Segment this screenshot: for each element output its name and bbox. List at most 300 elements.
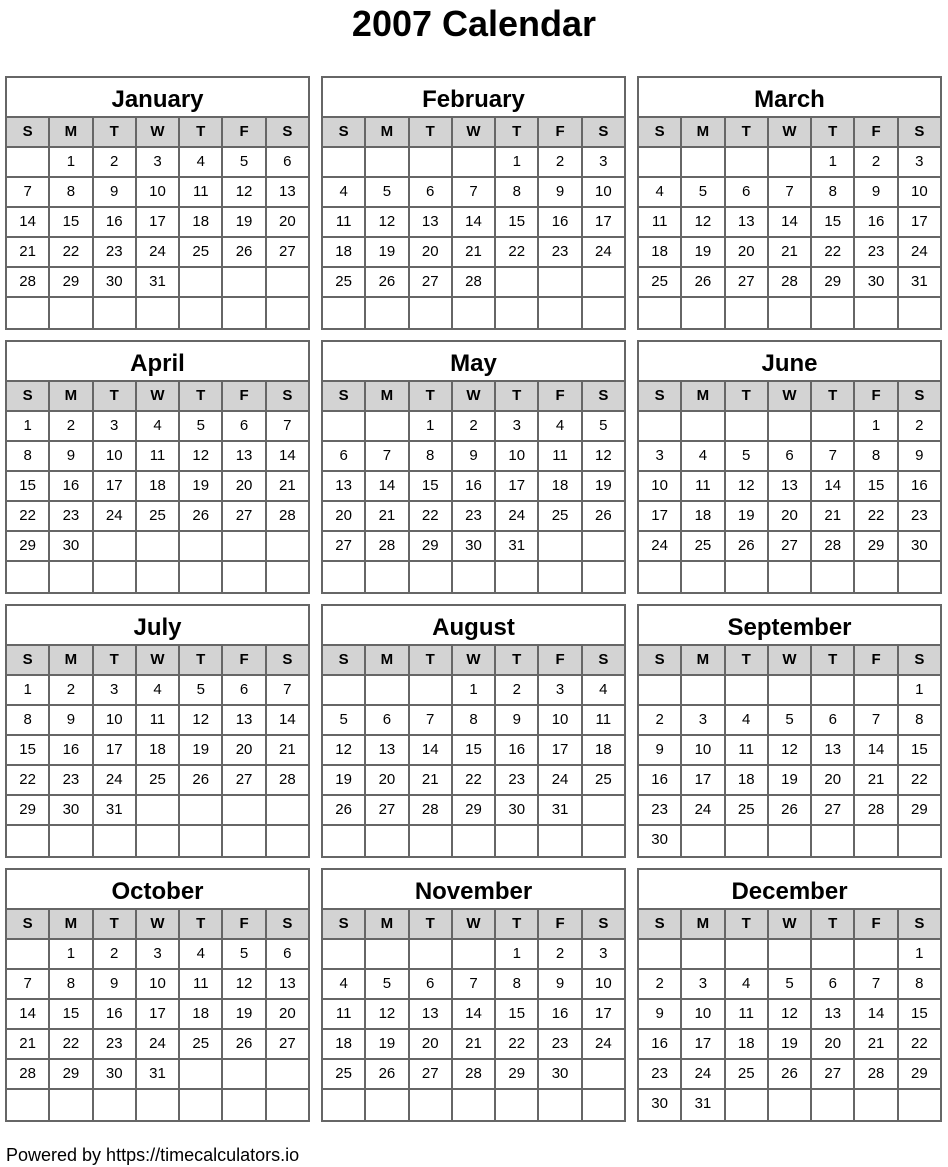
day-cell: 6 bbox=[283, 153, 292, 170]
weekday-header: T bbox=[496, 646, 539, 674]
weekday-header: W bbox=[453, 382, 496, 410]
empty-day-cell bbox=[94, 826, 137, 856]
day-cell: 15 bbox=[910, 1005, 928, 1022]
empty-day-cell bbox=[137, 532, 180, 560]
empty-day-cell bbox=[50, 298, 93, 328]
day-cell: 22 bbox=[855, 502, 898, 530]
day-cell: 13 bbox=[812, 736, 855, 764]
day-cell: 27 bbox=[812, 796, 855, 824]
day-cell: 3 bbox=[682, 706, 725, 734]
empty-day-cell bbox=[812, 676, 855, 704]
weekday-header: W bbox=[769, 118, 812, 146]
weekday-header: S bbox=[914, 651, 925, 668]
day-cell: 10 bbox=[682, 736, 725, 764]
day-cell: 31 bbox=[910, 273, 928, 290]
day-cell: 5 bbox=[223, 148, 266, 176]
month-title: April bbox=[7, 342, 308, 382]
day-cell: 7 bbox=[7, 178, 50, 206]
day-cell: 4 bbox=[323, 970, 366, 998]
empty-day-cell bbox=[539, 1090, 582, 1120]
empty-day-cell bbox=[180, 826, 223, 856]
day-cell: 14 bbox=[278, 711, 296, 728]
weekday-header-row bbox=[323, 646, 624, 676]
empty-day-cell bbox=[453, 562, 496, 592]
week-row bbox=[323, 532, 624, 562]
day-cell: 11 bbox=[137, 442, 180, 470]
month-title: February bbox=[323, 78, 624, 118]
empty-day-cell bbox=[323, 562, 366, 592]
week-row bbox=[7, 268, 308, 298]
day-cell: 10 bbox=[639, 472, 682, 500]
day-cell: 3 bbox=[94, 412, 137, 440]
day-cell: 25 bbox=[323, 1060, 366, 1088]
day-cell: 9 bbox=[539, 970, 582, 998]
day-cell: 2 bbox=[94, 940, 137, 968]
day-cell: 24 bbox=[910, 243, 928, 260]
weekday-header: M bbox=[366, 646, 409, 674]
day-cell: 1 bbox=[496, 148, 539, 176]
weekday-header: S bbox=[323, 118, 366, 146]
weekday-header-row bbox=[323, 118, 624, 148]
weekday-header: T bbox=[94, 382, 137, 410]
day-cell: 22 bbox=[496, 238, 539, 266]
week-row bbox=[7, 532, 308, 562]
day-cell: 8 bbox=[50, 178, 93, 206]
week-row bbox=[7, 796, 308, 826]
weekday-header-row bbox=[323, 910, 624, 940]
day-cell: 15 bbox=[453, 736, 496, 764]
weekday-header: M bbox=[682, 910, 725, 938]
day-cell: 17 bbox=[594, 213, 612, 230]
week-row bbox=[323, 208, 624, 238]
day-cell: 18 bbox=[594, 741, 612, 758]
day-cell: 19 bbox=[769, 1030, 812, 1058]
empty-day-cell bbox=[726, 940, 769, 968]
day-cell: 5 bbox=[180, 412, 223, 440]
week-row bbox=[639, 676, 940, 706]
weekday-header: M bbox=[682, 646, 725, 674]
day-cell: 5 bbox=[366, 970, 409, 998]
day-cell: 24 bbox=[682, 1060, 725, 1088]
empty-day-cell bbox=[137, 562, 180, 592]
weekday-header: F bbox=[223, 118, 266, 146]
weekday-header: T bbox=[94, 118, 137, 146]
day-cell: 12 bbox=[180, 442, 223, 470]
empty-day-cell bbox=[410, 940, 453, 968]
month-october bbox=[5, 868, 310, 1122]
empty-day-cell bbox=[639, 940, 682, 968]
empty-day-cell bbox=[223, 1060, 266, 1088]
day-cell: 8 bbox=[812, 178, 855, 206]
day-cell: 31 bbox=[682, 1090, 725, 1120]
empty-day-cell bbox=[496, 826, 539, 856]
empty-day-cell bbox=[7, 562, 50, 592]
empty-day-cell bbox=[323, 1090, 366, 1120]
weekday-header: M bbox=[50, 382, 93, 410]
month-title: March bbox=[639, 78, 940, 118]
day-cell: 21 bbox=[7, 1030, 50, 1058]
week-row bbox=[639, 970, 940, 1000]
day-cell: 30 bbox=[639, 826, 682, 856]
empty-day-cell bbox=[539, 532, 582, 560]
week-row bbox=[639, 412, 940, 442]
month-december bbox=[637, 868, 942, 1122]
day-cell: 30 bbox=[94, 1060, 137, 1088]
day-cell: 9 bbox=[50, 706, 93, 734]
day-cell: 4 bbox=[180, 148, 223, 176]
empty-day-cell bbox=[323, 940, 366, 968]
day-cell: 25 bbox=[726, 796, 769, 824]
empty-day-cell bbox=[7, 826, 50, 856]
empty-day-cell bbox=[726, 562, 769, 592]
day-cell: 31 bbox=[539, 796, 582, 824]
week-row bbox=[639, 238, 940, 268]
day-cell: 20 bbox=[366, 766, 409, 794]
day-cell: 3 bbox=[539, 676, 582, 704]
week-row bbox=[7, 208, 308, 238]
week-row bbox=[7, 562, 308, 592]
day-cell: 26 bbox=[769, 1060, 812, 1088]
weekday-header: S bbox=[282, 123, 293, 140]
day-cell: 23 bbox=[910, 507, 928, 524]
day-cell: 21 bbox=[812, 502, 855, 530]
day-cell: 19 bbox=[180, 736, 223, 764]
day-cell: 26 bbox=[323, 796, 366, 824]
day-cell: 23 bbox=[855, 238, 898, 266]
day-cell: 22 bbox=[7, 502, 50, 530]
empty-day-cell bbox=[366, 562, 409, 592]
day-cell: 2 bbox=[915, 417, 924, 434]
day-cell: 29 bbox=[50, 1060, 93, 1088]
weekday-header: S bbox=[598, 123, 609, 140]
day-cell: 12 bbox=[769, 1000, 812, 1028]
week-row bbox=[639, 706, 940, 736]
day-cell: 13 bbox=[726, 208, 769, 236]
month-august bbox=[321, 604, 626, 858]
day-cell: 25 bbox=[180, 238, 223, 266]
month-september bbox=[637, 604, 942, 858]
day-cell: 30 bbox=[94, 268, 137, 296]
empty-day-cell bbox=[812, 1090, 855, 1120]
weekday-header: M bbox=[682, 382, 725, 410]
weekday-header: T bbox=[94, 646, 137, 674]
empty-day-cell bbox=[366, 298, 409, 328]
week-row bbox=[7, 178, 308, 208]
empty-day-cell bbox=[855, 826, 898, 856]
weekday-header: F bbox=[223, 382, 266, 410]
empty-day-cell bbox=[855, 676, 898, 704]
day-cell: 15 bbox=[7, 736, 50, 764]
week-row bbox=[639, 1030, 940, 1060]
day-cell: 7 bbox=[855, 970, 898, 998]
day-cell: 5 bbox=[180, 676, 223, 704]
day-cell: 20 bbox=[278, 213, 296, 230]
day-cell: 18 bbox=[682, 502, 725, 530]
day-cell: 2 bbox=[50, 412, 93, 440]
day-cell: 14 bbox=[278, 447, 296, 464]
week-row bbox=[639, 208, 940, 238]
week-row bbox=[7, 412, 308, 442]
day-cell: 8 bbox=[7, 706, 50, 734]
day-cell: 2 bbox=[539, 940, 582, 968]
day-cell: 10 bbox=[594, 183, 612, 200]
day-cell: 3 bbox=[599, 945, 608, 962]
day-cell: 25 bbox=[137, 502, 180, 530]
day-cell: 24 bbox=[594, 243, 612, 260]
empty-day-cell bbox=[453, 940, 496, 968]
day-cell: 9 bbox=[94, 970, 137, 998]
day-cell: 5 bbox=[682, 178, 725, 206]
week-row bbox=[323, 442, 624, 472]
week-row bbox=[639, 1060, 940, 1090]
day-cell: 12 bbox=[366, 208, 409, 236]
empty-day-cell bbox=[855, 298, 898, 328]
day-cell: 22 bbox=[50, 1030, 93, 1058]
week-row bbox=[639, 268, 940, 298]
empty-day-cell bbox=[453, 1090, 496, 1120]
day-cell: 19 bbox=[366, 1030, 409, 1058]
day-cell: 24 bbox=[682, 796, 725, 824]
empty-day-cell bbox=[682, 826, 725, 856]
day-cell: 19 bbox=[726, 502, 769, 530]
empty-day-cell bbox=[180, 1060, 223, 1088]
day-cell: 12 bbox=[594, 447, 612, 464]
day-cell: 3 bbox=[94, 676, 137, 704]
empty-day-cell bbox=[682, 412, 725, 440]
day-cell: 20 bbox=[223, 472, 266, 500]
day-cell: 27 bbox=[278, 1035, 296, 1052]
day-cell: 14 bbox=[855, 1000, 898, 1028]
empty-day-cell bbox=[539, 268, 582, 296]
day-cell: 30 bbox=[453, 532, 496, 560]
day-cell: 11 bbox=[682, 472, 725, 500]
empty-day-cell bbox=[639, 148, 682, 176]
empty-day-cell bbox=[410, 1090, 453, 1120]
day-cell: 15 bbox=[410, 472, 453, 500]
day-cell: 13 bbox=[223, 706, 266, 734]
week-row bbox=[323, 148, 624, 178]
empty-day-cell bbox=[7, 1090, 50, 1120]
day-cell: 4 bbox=[180, 940, 223, 968]
empty-day-cell bbox=[583, 532, 624, 560]
day-cell: 29 bbox=[855, 532, 898, 560]
day-cell: 2 bbox=[855, 148, 898, 176]
week-row bbox=[639, 736, 940, 766]
empty-day-cell bbox=[583, 298, 624, 328]
weekday-header: T bbox=[180, 382, 223, 410]
day-cell: 16 bbox=[453, 472, 496, 500]
day-cell: 5 bbox=[323, 706, 366, 734]
weekday-header-row bbox=[7, 910, 308, 940]
month-july bbox=[5, 604, 310, 858]
weekday-header: S bbox=[282, 651, 293, 668]
day-cell: 15 bbox=[496, 208, 539, 236]
weekday-header: W bbox=[769, 910, 812, 938]
day-cell: 18 bbox=[726, 766, 769, 794]
day-cell: 27 bbox=[223, 502, 266, 530]
empty-day-cell bbox=[726, 298, 769, 328]
weekday-header: W bbox=[453, 118, 496, 146]
day-cell: 21 bbox=[278, 741, 296, 758]
day-cell: 28 bbox=[769, 268, 812, 296]
week-row bbox=[7, 1060, 308, 1090]
day-cell: 25 bbox=[726, 1060, 769, 1088]
day-cell: 27 bbox=[223, 766, 266, 794]
empty-day-cell bbox=[7, 940, 50, 968]
empty-day-cell bbox=[583, 268, 624, 296]
empty-day-cell bbox=[539, 298, 582, 328]
day-cell: 14 bbox=[453, 208, 496, 236]
empty-day-cell bbox=[639, 676, 682, 704]
empty-day-cell bbox=[180, 1090, 223, 1120]
day-cell: 19 bbox=[180, 472, 223, 500]
day-cell: 14 bbox=[855, 736, 898, 764]
day-cell: 13 bbox=[410, 208, 453, 236]
empty-day-cell bbox=[726, 148, 769, 176]
day-cell: 1 bbox=[453, 676, 496, 704]
week-row bbox=[7, 1000, 308, 1030]
weekday-header: S bbox=[639, 118, 682, 146]
weekday-header: T bbox=[410, 382, 453, 410]
day-cell: 26 bbox=[180, 502, 223, 530]
day-cell: 24 bbox=[594, 1035, 612, 1052]
day-cell: 21 bbox=[410, 766, 453, 794]
empty-day-cell bbox=[682, 676, 725, 704]
weekday-header: F bbox=[223, 646, 266, 674]
week-row bbox=[639, 298, 940, 328]
day-cell: 4 bbox=[539, 412, 582, 440]
empty-day-cell bbox=[496, 268, 539, 296]
weekday-header: T bbox=[726, 118, 769, 146]
weekday-header: T bbox=[726, 646, 769, 674]
empty-day-cell bbox=[769, 562, 812, 592]
weekday-header: F bbox=[539, 382, 582, 410]
weekday-header: F bbox=[223, 910, 266, 938]
empty-day-cell bbox=[94, 298, 137, 328]
empty-day-cell bbox=[180, 562, 223, 592]
empty-day-cell bbox=[453, 826, 496, 856]
empty-day-cell bbox=[769, 148, 812, 176]
weekday-header: S bbox=[323, 910, 366, 938]
empty-day-cell bbox=[453, 298, 496, 328]
day-cell: 18 bbox=[137, 472, 180, 500]
day-cell: 29 bbox=[453, 796, 496, 824]
empty-day-cell bbox=[180, 298, 223, 328]
day-cell: 10 bbox=[94, 442, 137, 470]
day-cell: 4 bbox=[323, 178, 366, 206]
day-cell: 18 bbox=[180, 208, 223, 236]
weekday-header: T bbox=[812, 382, 855, 410]
day-cell: 8 bbox=[496, 178, 539, 206]
day-cell: 3 bbox=[915, 153, 924, 170]
weeks bbox=[639, 676, 940, 856]
day-cell: 21 bbox=[7, 238, 50, 266]
day-cell: 6 bbox=[812, 970, 855, 998]
week-row bbox=[7, 970, 308, 1000]
week-row bbox=[323, 562, 624, 592]
day-cell: 3 bbox=[137, 940, 180, 968]
empty-day-cell bbox=[899, 1090, 940, 1120]
empty-day-cell bbox=[539, 826, 582, 856]
day-cell: 25 bbox=[180, 1030, 223, 1058]
day-cell: 23 bbox=[94, 1030, 137, 1058]
day-cell: 9 bbox=[539, 178, 582, 206]
empty-day-cell bbox=[180, 268, 223, 296]
day-cell: 29 bbox=[496, 1060, 539, 1088]
weekday-header: T bbox=[496, 382, 539, 410]
empty-day-cell bbox=[812, 298, 855, 328]
day-cell: 28 bbox=[812, 532, 855, 560]
day-cell: 31 bbox=[94, 796, 137, 824]
empty-day-cell bbox=[410, 298, 453, 328]
weekday-header-row bbox=[639, 382, 940, 412]
day-cell: 24 bbox=[94, 766, 137, 794]
footer-credit: Powered by https://timecalculators.io bbox=[6, 1145, 300, 1165]
day-cell: 15 bbox=[50, 1000, 93, 1028]
day-cell: 7 bbox=[812, 442, 855, 470]
weekday-header: T bbox=[94, 910, 137, 938]
weekday-header: T bbox=[410, 646, 453, 674]
day-cell: 6 bbox=[410, 178, 453, 206]
day-cell: 23 bbox=[453, 502, 496, 530]
day-cell: 15 bbox=[7, 472, 50, 500]
day-cell: 26 bbox=[223, 238, 266, 266]
empty-day-cell bbox=[366, 676, 409, 704]
day-cell: 4 bbox=[137, 412, 180, 440]
day-cell: 18 bbox=[726, 1030, 769, 1058]
empty-day-cell bbox=[726, 826, 769, 856]
empty-day-cell bbox=[769, 676, 812, 704]
weekday-header: F bbox=[855, 118, 898, 146]
day-cell: 7 bbox=[453, 970, 496, 998]
week-row bbox=[7, 238, 308, 268]
empty-day-cell bbox=[769, 940, 812, 968]
weekday-header-row bbox=[7, 382, 308, 412]
weekday-header: T bbox=[180, 118, 223, 146]
day-cell: 16 bbox=[496, 736, 539, 764]
day-cell: 17 bbox=[682, 766, 725, 794]
day-cell: 1 bbox=[915, 945, 924, 962]
empty-day-cell bbox=[410, 562, 453, 592]
day-cell: 12 bbox=[180, 706, 223, 734]
day-cell: 22 bbox=[910, 771, 928, 788]
empty-day-cell bbox=[180, 532, 223, 560]
day-cell: 4 bbox=[137, 676, 180, 704]
week-row bbox=[7, 1030, 308, 1060]
day-cell: 14 bbox=[453, 1000, 496, 1028]
weekday-header: M bbox=[50, 910, 93, 938]
empty-day-cell bbox=[267, 298, 308, 328]
weekday-header-row bbox=[639, 646, 940, 676]
empty-day-cell bbox=[583, 796, 624, 824]
day-cell: 7 bbox=[366, 442, 409, 470]
empty-day-cell bbox=[50, 1090, 93, 1120]
empty-day-cell bbox=[769, 298, 812, 328]
week-row bbox=[323, 502, 624, 532]
day-cell: 7 bbox=[283, 417, 292, 434]
empty-day-cell bbox=[366, 1090, 409, 1120]
week-row bbox=[7, 766, 308, 796]
weekday-header: F bbox=[539, 646, 582, 674]
week-row bbox=[323, 412, 624, 442]
week-row bbox=[7, 148, 308, 178]
day-cell: 4 bbox=[639, 178, 682, 206]
empty-day-cell bbox=[812, 412, 855, 440]
week-row bbox=[323, 796, 624, 826]
day-cell: 21 bbox=[278, 477, 296, 494]
weekday-header: S bbox=[7, 646, 50, 674]
day-cell: 12 bbox=[223, 178, 266, 206]
